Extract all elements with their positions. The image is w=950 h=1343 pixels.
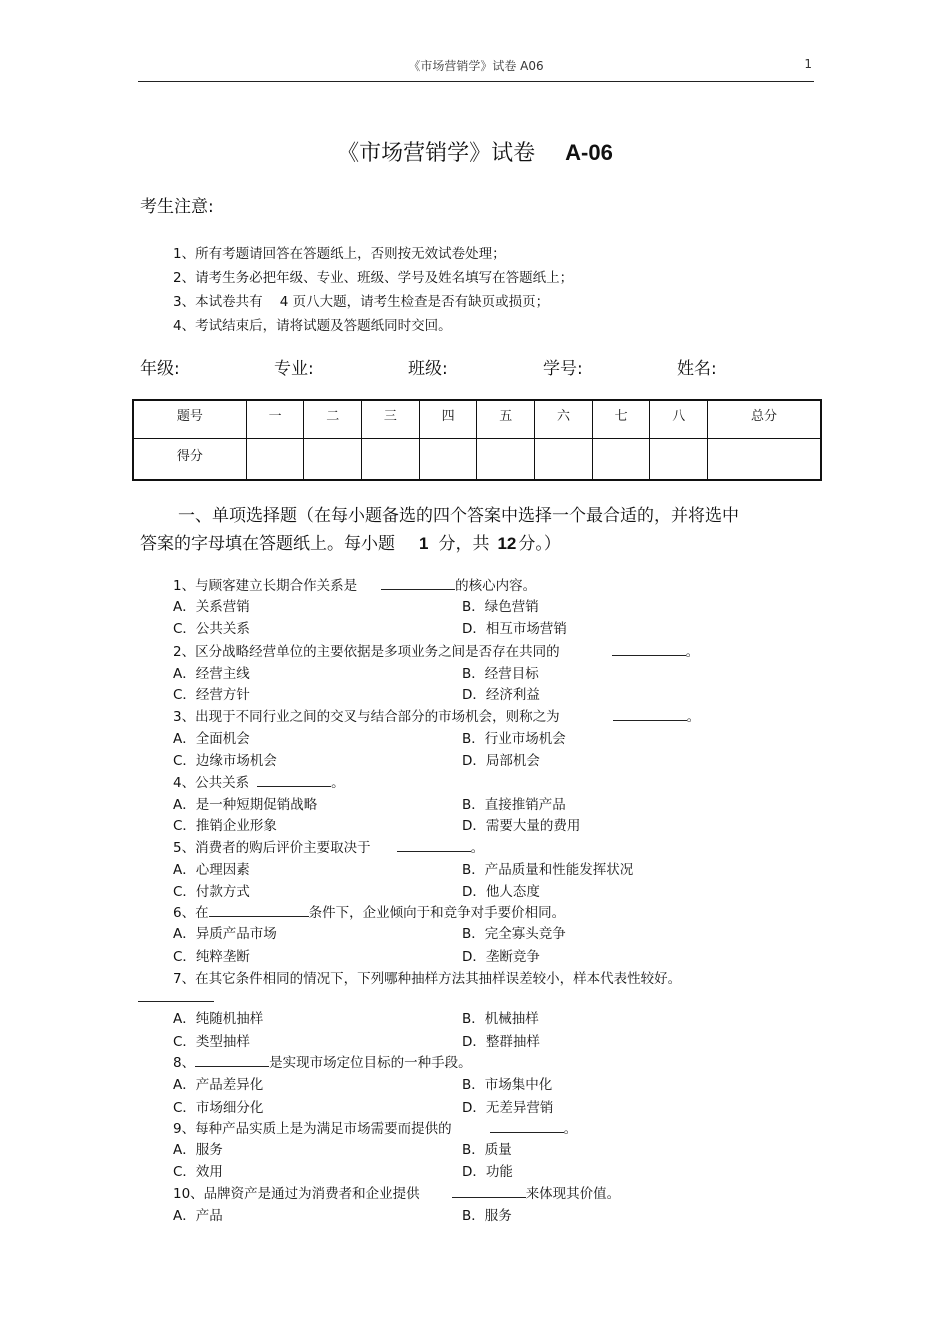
exam-title	[0, 136, 950, 167]
section-one-line1: 一、单项选择题（在每小题备选的四个答案中选择一个最合适的，并将选中	[178, 506, 739, 526]
question-stem: 9、每种产品实质上是为满足市场需要而提供的 。	[173, 1121, 578, 1137]
score-cell	[477, 438, 535, 480]
option-b: B．直接推销产品	[462, 797, 566, 813]
option-d: D．垄断竞争	[462, 949, 540, 965]
question-stem: 6、在 条件下，企业倾向于和竞争对手要价相同。	[173, 905, 566, 921]
section-one-line2	[140, 530, 780, 558]
score-header-cell: 题号	[133, 400, 246, 438]
option-b: B．完全寡头竞争	[462, 926, 566, 942]
question-stem: 7、在其它条件相同的情况下，下列哪种抽样方法其抽样误差较小，样本代表性较好。	[173, 971, 682, 987]
score-cell	[419, 438, 477, 480]
score-header-cell: 八	[650, 400, 708, 438]
option-c: C．效用	[173, 1164, 223, 1180]
option-a: A．经营主线	[173, 666, 250, 682]
option-b: B．机械抽样	[462, 1011, 539, 1027]
notice-list	[173, 242, 573, 338]
option-a: A．异质产品市场	[173, 926, 277, 942]
score-table	[132, 399, 822, 481]
notice-item: 1、所有考题请回答在答题纸上，否则按无效试卷处理；	[173, 246, 506, 262]
option-c: C．经营方针	[173, 687, 250, 703]
option-d: D．经济利益	[462, 687, 540, 703]
answer-blank	[490, 1121, 564, 1133]
option-d: D．需要大量的费用	[462, 818, 581, 834]
option-c: C．类型抽样	[173, 1034, 250, 1050]
notice-item: 3、本试卷共有 4 页八大题，请考生检查是否有缺页或损页；	[173, 294, 550, 310]
score-header-cell: 一	[246, 400, 304, 438]
score-header-cell: 二	[304, 400, 362, 438]
question-stem: 8、 是实现市场定位目标的一种手段。	[173, 1055, 472, 1071]
question-stem: 10、品牌资产是通过为消费者和企业提供 来体现其价值。	[173, 1186, 621, 1202]
score-cell	[304, 438, 362, 480]
question-stem: 3、出现于不同行业之间的交叉与结合部分的市场机会，则称之为 。	[173, 709, 701, 725]
score-cell	[362, 438, 420, 480]
section-one-text: 分，共	[438, 534, 490, 554]
option-b: B．产品质量和性能发挥状况	[462, 862, 634, 878]
header-title: 《市场营销学》试卷 A06	[408, 59, 544, 73]
answer-blank	[195, 1055, 269, 1067]
score-cell	[592, 438, 650, 480]
score-header-cell: 总分	[708, 400, 821, 438]
notice-heading: 考生注意:	[140, 197, 214, 217]
score-header-cell: 七	[592, 400, 650, 438]
option-a: A．关系营销	[173, 599, 250, 615]
notice-item: 4、考试结束后，请将试题及答题纸同时交回。	[173, 318, 452, 334]
score-cell	[535, 438, 593, 480]
points-total: 12	[497, 534, 517, 553]
score-header-cell: 四	[419, 400, 477, 438]
option-d: D．相互市场营销	[462, 621, 567, 637]
exam-code: A-06	[565, 140, 613, 165]
option-a: A．是一种短期促销战略	[173, 797, 318, 813]
score-header-cell: 三	[362, 400, 420, 438]
option-b: B．绿色营销	[462, 599, 539, 615]
major-label: 专业:	[274, 359, 314, 379]
answer-blank	[138, 1001, 214, 1002]
student-id-label: 学号:	[543, 359, 583, 379]
answer-blank	[613, 709, 687, 721]
page-number: 1	[804, 57, 812, 71]
class-label: 班级:	[408, 359, 448, 379]
option-d: D．局部机会	[462, 753, 540, 769]
score-row-label: 得分	[133, 438, 246, 480]
points-each: 1	[419, 534, 429, 553]
answer-blank	[381, 578, 455, 590]
section-one-instructions	[140, 502, 780, 558]
score-table-header-row	[133, 400, 821, 438]
name-label: 姓名:	[677, 359, 717, 379]
option-b: B．经营目标	[462, 666, 539, 682]
option-c: C．付款方式	[173, 884, 250, 900]
score-header-cell: 五	[477, 400, 535, 438]
option-d: D．他人态度	[462, 884, 540, 900]
option-c: C．市场细分化	[173, 1100, 264, 1116]
option-d: D．无差异营销	[462, 1100, 554, 1116]
score-cell	[246, 438, 304, 480]
answer-blank	[612, 644, 686, 656]
option-a: A．产品差异化	[173, 1077, 264, 1093]
score-table-score-row	[133, 438, 821, 480]
section-one-text: 分。）	[518, 534, 561, 554]
score-cell	[708, 438, 821, 480]
notice-item: 2、请考生务必把年级、专业、班级、学号及姓名填写在答题纸上；	[173, 270, 574, 286]
answer-blank	[257, 775, 331, 787]
option-c: C．边缘市场机会	[173, 753, 277, 769]
question-stem: 1、与顾客建立长期合作关系是 的核心内容。	[173, 578, 537, 594]
option-a: A．服务	[173, 1142, 223, 1158]
option-c: C．公共关系	[173, 621, 250, 637]
question-stem: 2、区分战略经营单位的主要依据是多项业务之间是否存在共同的 。	[173, 644, 700, 660]
question-stem: 5、消费者的购后评价主要取决于 。	[173, 840, 485, 856]
option-c: C．推销企业形象	[173, 818, 277, 834]
score-header-cell: 六	[535, 400, 593, 438]
question-stem: 4、公共关系 。	[173, 775, 345, 791]
option-b: B．质量	[462, 1142, 512, 1158]
grade-label: 年级:	[140, 359, 180, 379]
option-a: A．产品	[173, 1208, 223, 1224]
option-b: B．市场集中化	[462, 1077, 553, 1093]
option-d: D．整群抽样	[462, 1034, 540, 1050]
page-header	[138, 56, 814, 82]
option-a: A．全面机会	[173, 731, 250, 747]
section-one-text: 答案的字母填在答题纸上。每小题	[140, 534, 395, 554]
option-b: B．服务	[462, 1208, 512, 1224]
option-d: D．功能	[462, 1164, 513, 1180]
option-a: A．心理因素	[173, 862, 250, 878]
score-cell	[650, 438, 708, 480]
option-b: B．行业市场机会	[462, 731, 566, 747]
answer-blank	[397, 840, 471, 852]
exam-title-main: 《市场营销学》试卷	[337, 141, 536, 166]
answer-blank	[452, 1186, 526, 1198]
option-a: A．纯随机抽样	[173, 1011, 264, 1027]
option-c: C．纯粹垄断	[173, 949, 250, 965]
answer-blank	[209, 905, 309, 917]
